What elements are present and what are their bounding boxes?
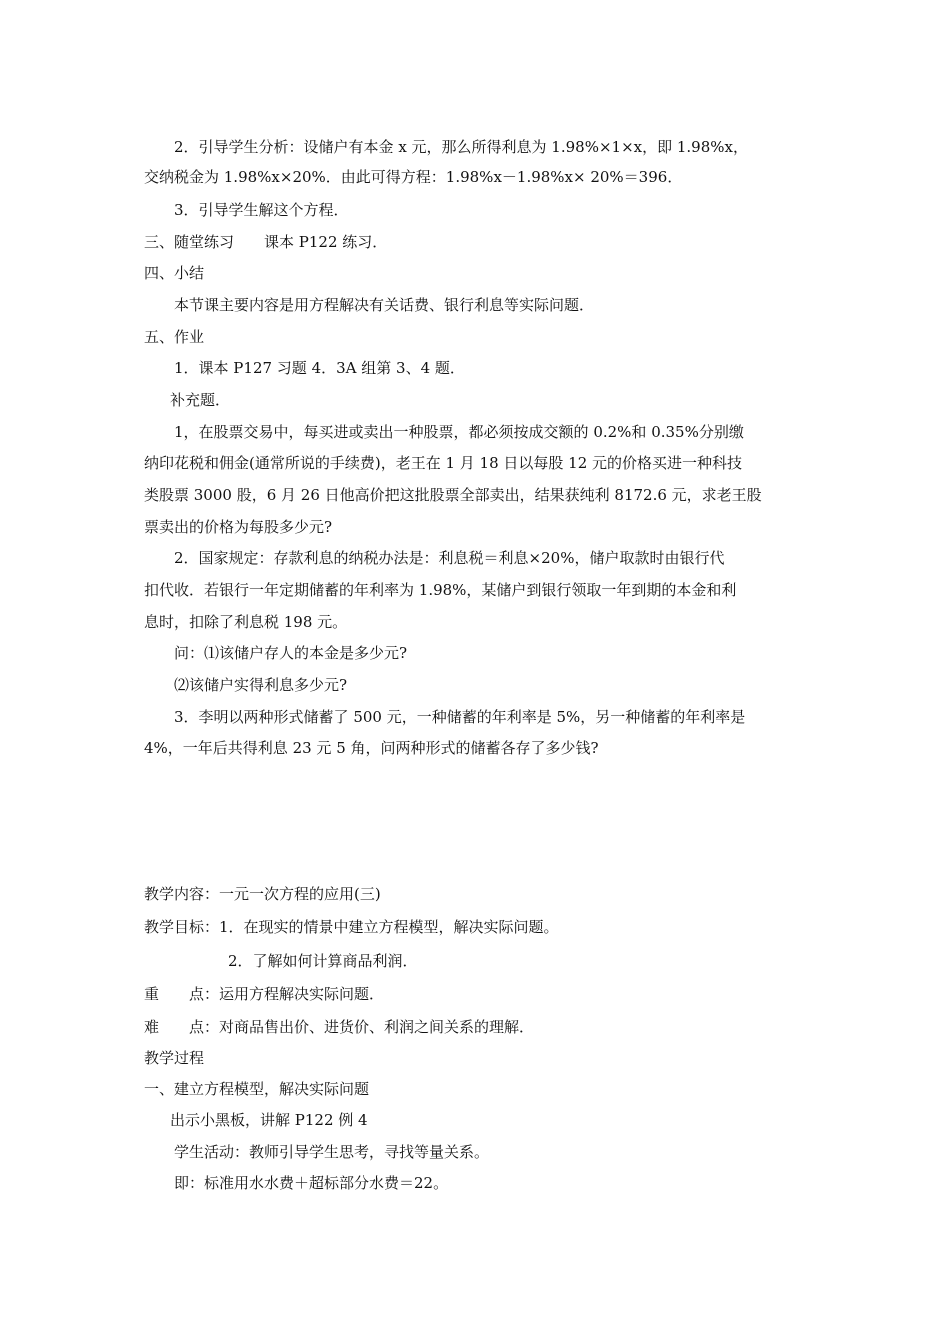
text-line-13: 票卖出的价格为每股多少元? [144,518,333,536]
text-line-20: 4%，一年后共得利息 23 元 5 角，问两种形式的储蓄各存了多少钱? [144,739,599,757]
text-line-18: ⑵该储户实得利息多少元? [174,676,348,694]
text-line-8: 1．课本 P127 习题 4．3A 组第 3、4 题． [174,359,465,377]
text-line-19: 3．李明以两种形式储蓄了 500 元，一种储蓄的年利率是 5%，另一种储蓄的年利率是 [174,708,746,726]
difficult-point: 难 点：对商品售出价、进货价、利润之间关系的理解． [144,1018,535,1036]
section-heading-model: 一、建立方程模型，解决实际问题 [144,1080,370,1098]
text-line-15: 扣代收．若银行一年定期储蓄的年利率为 1.98%，某储户到银行领取一年到期的本金和利 [144,581,737,599]
text-line-16: 息时，扣除了利息税 198 元。 [144,613,348,631]
key-point: 重 点：运用方程解决实际问题． [144,985,385,1003]
text-line-11: 纳印花税和佣金(通常所说的手续费)，老王在 1 月 18 日以每股 12 元的价格买进一种科技 [144,454,743,472]
text-line-9: 补充题． [170,391,231,409]
text-line-12: 类股票 3000 股，6 月 26 日他高价把这批股票全部卖出，结果获纯利 8172.6 元，求老王股 [144,486,762,504]
text-line-29: 学生活动：教师引导学生思考，寻找等量关系。 [174,1143,490,1161]
text-line-3: 3．引导学生解这个方程． [174,201,349,219]
text-line-17: 问：⑴该储户存人的本金是多少元? [174,644,408,662]
section-heading-summary: 四、小结 [144,264,205,282]
text-line-2: 交纳税金为 1.98%x×20%．由此可得方程：1.98%x－1.98%x× 20%＝396． [144,168,683,186]
text-line-30: 即：标准用水水费＋超标部分水费＝22。 [174,1174,449,1192]
text-line-28: 出示小黑板，讲解 P122 例 4 [170,1111,368,1129]
section-heading-homework: 五、作业 [144,328,205,346]
text-line-10: 1，在股票交易中，每买进或卖出一种股票，都必须按成交额的 0.2%和 0.35%分别缴 [174,423,744,441]
text-line-6: 本节课主要内容是用方程解决有关话费、银行利息等实际问题． [174,296,595,314]
teaching-process-heading: 教学过程 [144,1049,205,1067]
lesson-goal-1: 教学目标：1．在现实的情景中建立方程模型，解决实际问题。 [144,918,559,936]
lesson-goal-2: 2．了解如何计算商品利润． [228,952,418,970]
text-line-1: 2．引导学生分析：设储户有本金 x 元，那么所得利息为 1.98%×1×x，即 1.98%x， [174,138,748,156]
lesson-content-heading: 教学内容：一元一次方程的应用(三) [144,885,381,903]
text-line-14: 2．国家规定：存款利息的纳税办法是：利息税＝利息×20%，储户取款时由银行代 [174,549,725,567]
section-heading-practice: 三、随堂练习 课本 P122 练习． [144,233,388,251]
